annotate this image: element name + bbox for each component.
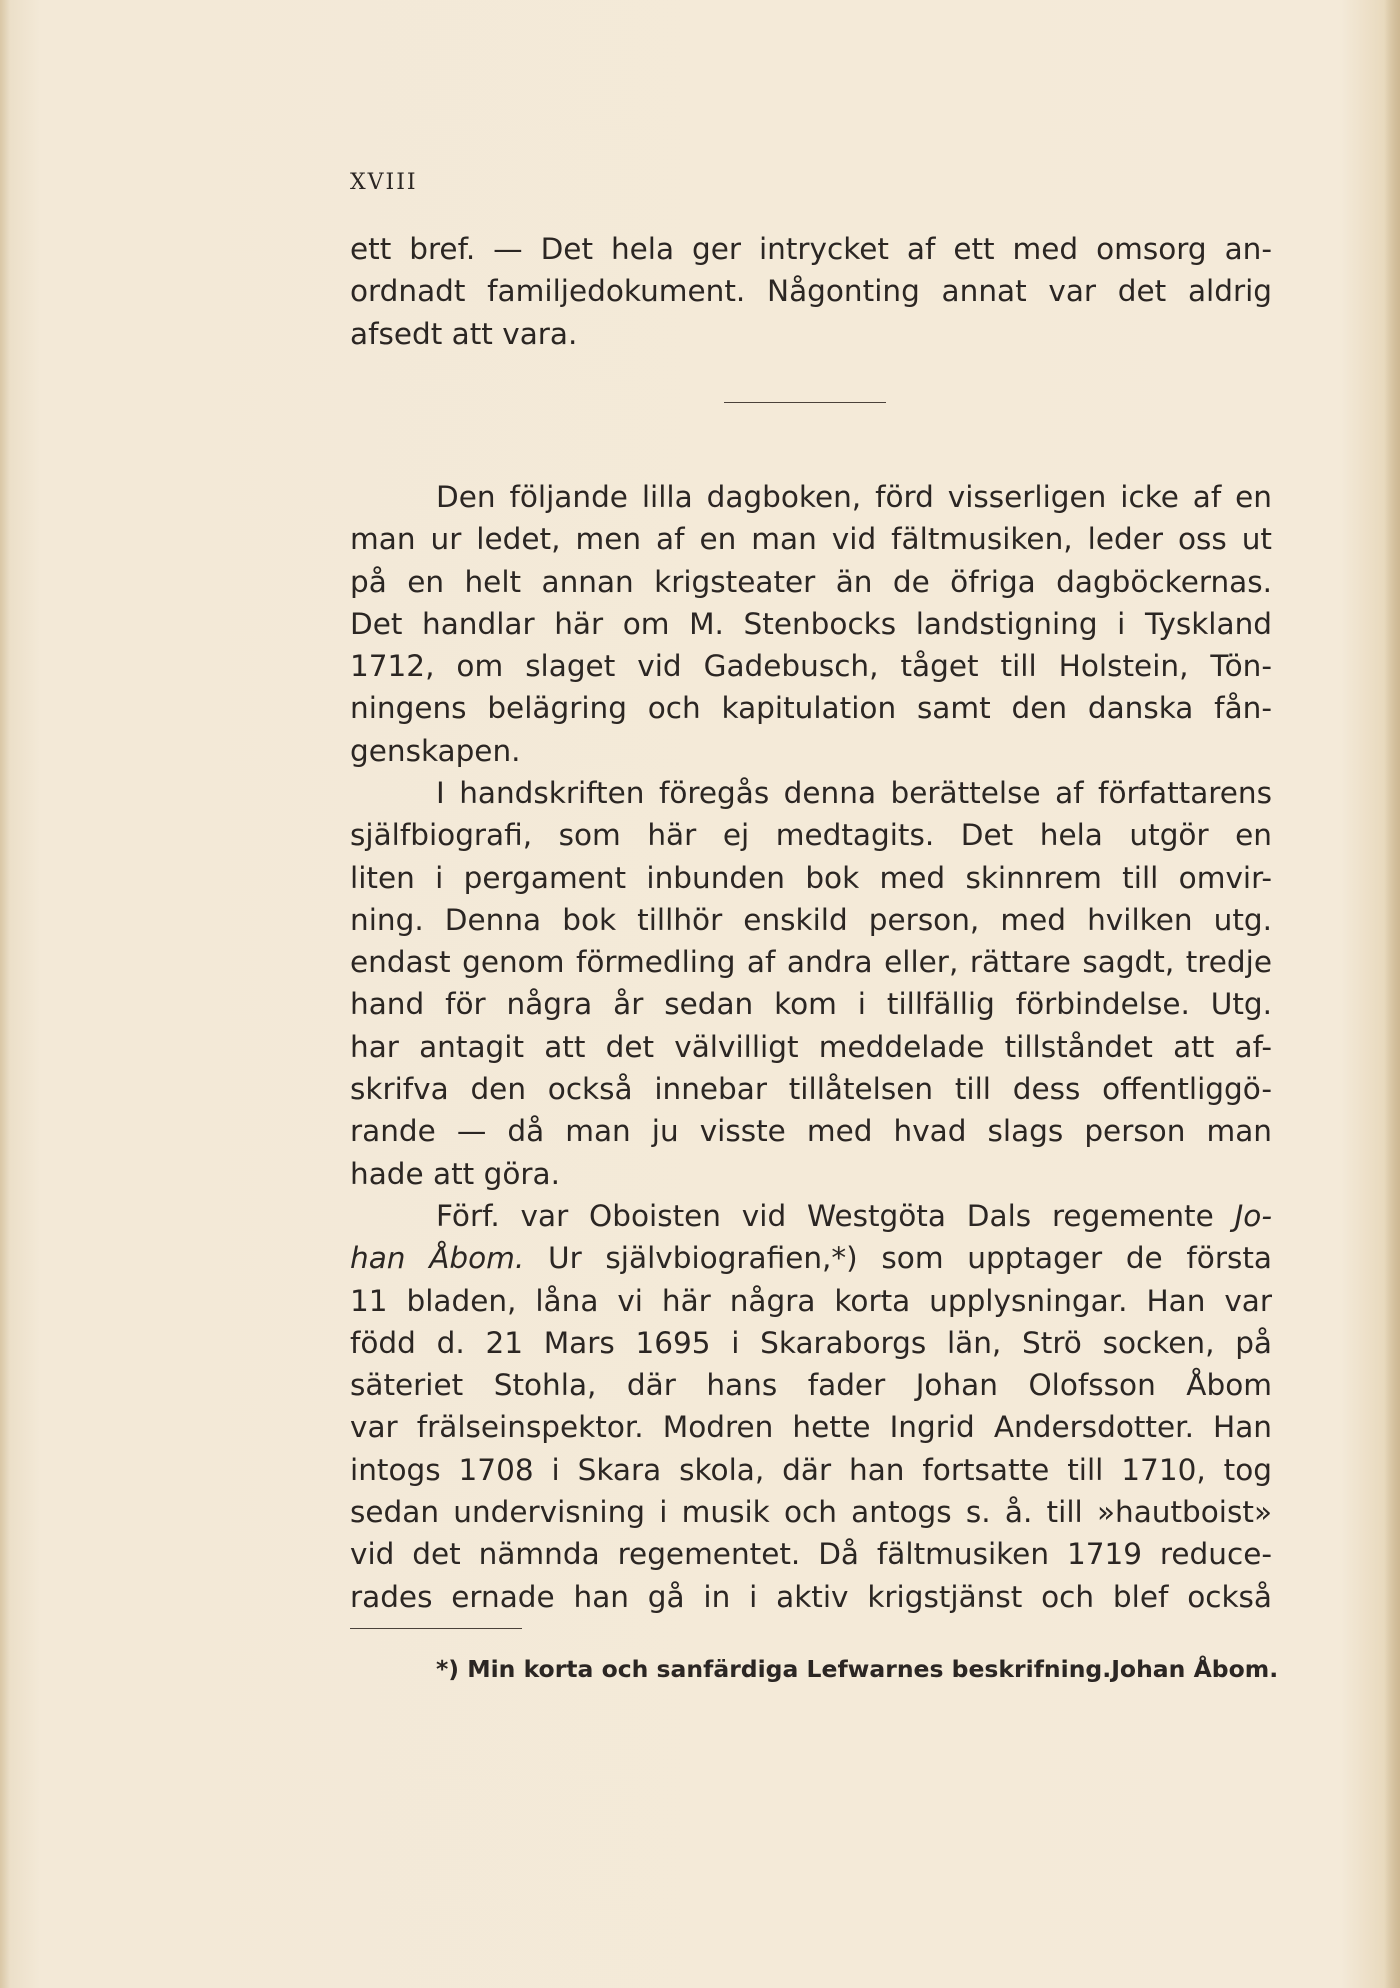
text-line: rades ernade han gå in i aktiv krigstjänst och blef också: [350, 1579, 1272, 1614]
footnote-divider: [350, 1628, 522, 1629]
text-line: 1712, om slaget vid Gadebusch, tåget till Holstein, Tön-: [350, 649, 1272, 684]
text-line: man ur ledet, men af en man vid fältmusiken, leder oss ut: [350, 522, 1272, 557]
paragraph-dagbok-intro: [350, 476, 1272, 772]
text-line: säteriet Stohla, där hans fader Johan Olofsson Åbom: [350, 1368, 1272, 1403]
page-left-edge: [0, 0, 10, 1988]
text-line: sedan undervisning i musik och antogs s. å. till »hautboist»: [350, 1495, 1272, 1530]
footnote-signature: Johan Åbom.: [1111, 1655, 1279, 1683]
text-run: Förf. var Oboisten vid Westgöta Dals regemente: [436, 1199, 1235, 1233]
text-line: rande — då man ju visste med hvad slags person man: [350, 1114, 1272, 1149]
text-line: 11 bladen, låna vi här några korta upplysningar. Han var: [350, 1283, 1272, 1318]
text-line: ett bref. — Det hela ger intrycket af ett med omsorg an-: [350, 232, 1272, 266]
footnote-text: *) Min korta och sanfärdiga Lefwarnes beskrifning.: [436, 1655, 1112, 1683]
text-line: endast genom förmedling af andra eller, rättare sagdt, tredje: [350, 945, 1272, 980]
text-line: afsedt att vara.: [350, 316, 578, 351]
text-line: på en helt annan krigsteater än de öfriga dagböckernas.: [350, 564, 1272, 599]
page-right-edge: [1384, 0, 1400, 1988]
text-line: Det handlar här om M. Stenbocks landstigning i Tyskland: [350, 606, 1272, 641]
paragraph-handskrift: [350, 772, 1272, 1195]
page-number: XVIII: [350, 170, 418, 195]
text-line: hand för några år sedan kom i tillfällig förbindelse. Utg.: [350, 987, 1272, 1022]
text-line: ordnadt familjedokument. Någonting annat var det aldrig: [350, 274, 1272, 309]
text-line: [350, 1237, 1272, 1279]
section-divider: [724, 402, 886, 403]
text-line: I handskriften föregås denna berättelse af författarens: [436, 776, 1272, 810]
text-line: vid det nämnda regementet. Då fältmusiken 1719 reduce-: [350, 1537, 1272, 1572]
author-name-part: Jo-: [1234, 1199, 1272, 1233]
footnote: [436, 1655, 1279, 1683]
text-line: hade att göra.: [350, 1156, 560, 1191]
text-line: [350, 1195, 1272, 1237]
text-line: Den följande lilla dagboken, förd visserligen icke af en: [436, 480, 1272, 514]
text-line: har antagit att det välvilligt meddelade tillståndet att af-: [350, 1029, 1272, 1064]
text-line: genskapen.: [350, 733, 521, 768]
text-line: ning. Denna bok tillhör enskild person, med hvilken utg.: [350, 902, 1272, 937]
text-line: själfbiografi, som här ej medtagits. Det hela utgör en: [350, 818, 1272, 853]
text-line: intogs 1708 i Skara skola, där han fortsatte till 1710, tog: [350, 1452, 1272, 1487]
text-line: född d. 21 Mars 1695 i Skaraborgs län, Strö socken, på: [350, 1325, 1272, 1360]
author-name-part: han Åbom.: [350, 1241, 525, 1276]
text-line: skrifva den också innebar tillåtelsen till dess offentliggö-: [350, 1072, 1272, 1107]
text-run: Ur självbiografien,*) som upptager de första: [524, 1241, 1272, 1276]
text-line: ningens belägring och kapitulation samt den danska fån-: [350, 691, 1272, 726]
paragraph-forfattare: [350, 1195, 1272, 1618]
text-line: var frälseinspektor. Modren hette Ingrid Andersdotter. Han: [350, 1410, 1272, 1445]
text-line: liten i pergament inbunden bok med skinnrem till omvir-: [350, 860, 1272, 895]
intro-paragraph: [350, 228, 1272, 355]
